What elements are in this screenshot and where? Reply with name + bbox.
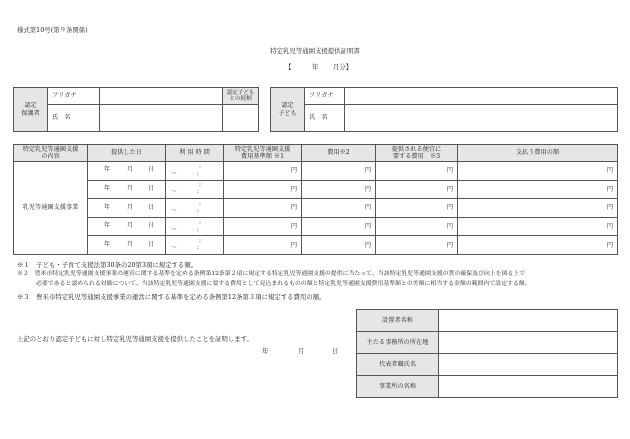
- period-month: 月分】: [333, 63, 353, 71]
- guardian-furigana-field[interactable]: [100, 88, 223, 105]
- guardian-table: [13, 87, 259, 132]
- fee-cell[interactable]: 円: [302, 180, 376, 199]
- cert-month: 月: [298, 347, 305, 355]
- facility-table: [356, 309, 618, 398]
- date-cell[interactable]: 年 月 日: [88, 162, 166, 181]
- installer-label: 設置者名称: [357, 310, 439, 332]
- guardian-label: 認定 保護者: [14, 88, 48, 132]
- std-cost-cell[interactable]: 円: [224, 199, 302, 218]
- office-name-label: 事業所の名称: [357, 376, 439, 398]
- table-row: [14, 217, 618, 236]
- date-cell[interactable]: 年 月 日: [88, 180, 166, 199]
- service-name-cell: 乳児等通園支援事業: [14, 162, 88, 255]
- required-cost-cell[interactable]: 円: [376, 180, 458, 199]
- std-cost-cell[interactable]: 円: [224, 236, 302, 255]
- fee-cell[interactable]: 円: [302, 199, 376, 218]
- header-std-cost: 特定乳児等通園支援 費用基準額 ※1: [224, 145, 302, 162]
- service-table: [13, 144, 618, 255]
- std-cost-cell[interactable]: 円: [224, 162, 302, 181]
- header-content: 特定乳児等通園支援 の内容: [14, 145, 88, 162]
- header-required-cost: 提供される便宜に 要する費用 ※3: [376, 145, 458, 162]
- child-label: 認定 子ども: [271, 88, 305, 132]
- payment-cell[interactable]: 円: [458, 162, 618, 181]
- time-cell[interactable]: : ～ :: [166, 199, 224, 218]
- date-cell[interactable]: 年 月 日: [88, 217, 166, 236]
- fee-cell[interactable]: 円: [302, 217, 376, 236]
- form-number: 様式第10号(第９条関係): [17, 26, 88, 34]
- time-cell[interactable]: : ～ :: [166, 162, 224, 181]
- time-cell[interactable]: : ～ :: [166, 180, 224, 199]
- table-row: [14, 236, 618, 255]
- required-cost-cell[interactable]: 円: [376, 162, 458, 181]
- payment-cell[interactable]: 円: [458, 199, 618, 218]
- payment-cell[interactable]: 円: [458, 236, 618, 255]
- required-cost-cell[interactable]: 円: [376, 199, 458, 218]
- std-cost-cell[interactable]: 円: [224, 217, 302, 236]
- note-1: ※１ 子ども・子育て支援法第30条の20第3項に規定する額。: [17, 261, 198, 269]
- address-field[interactable]: [439, 332, 618, 354]
- relation-field[interactable]: [223, 105, 259, 132]
- child-table: [270, 87, 618, 132]
- relation-label: 認定子ども との続柄: [223, 88, 259, 105]
- std-cost-cell[interactable]: 円: [224, 180, 302, 199]
- guardian-name-label: 氏 名: [48, 105, 100, 132]
- address-label: 主たる事務所の所在地: [357, 332, 439, 354]
- period-year: 年: [312, 63, 319, 71]
- representative-field[interactable]: [439, 354, 618, 376]
- child-name-field[interactable]: [345, 105, 618, 132]
- required-cost-cell[interactable]: 円: [376, 217, 458, 236]
- certify-statement: 上記のとおり認定子どもに対し特定乳児等通園支援を提供したことを証明します。: [17, 335, 253, 343]
- header-date: 提供した日: [88, 145, 166, 162]
- note-3: ※３ 豊米市特定乳児等通園支援事業の運営に関する基準を定める条例第12条第３項に規定する費用の額。: [17, 293, 326, 301]
- fee-cell[interactable]: 円: [302, 236, 376, 255]
- period-open: 【: [285, 63, 292, 71]
- table-row: [14, 180, 618, 199]
- payment-cell[interactable]: 円: [458, 217, 618, 236]
- child-furigana-field[interactable]: [345, 88, 618, 105]
- child-name-label: 氏 名: [305, 105, 345, 132]
- required-cost-cell[interactable]: 円: [376, 236, 458, 255]
- cert-day: 日: [332, 347, 339, 355]
- header-payment: 支払う費用の額: [458, 145, 618, 162]
- header-fee: 費用※2: [302, 145, 376, 162]
- cert-year: 年: [262, 347, 269, 355]
- table-row: [14, 199, 618, 218]
- office-name-field[interactable]: [439, 376, 618, 398]
- representative-label: 代表者職氏名: [357, 354, 439, 376]
- fee-cell[interactable]: 円: [302, 162, 376, 181]
- form-title: 特定乳児等通園支援提供証明書: [270, 47, 360, 55]
- child-furigana-label: フリガナ: [305, 88, 345, 105]
- guardian-name-field[interactable]: [100, 105, 223, 132]
- table-row: [14, 162, 618, 181]
- guardian-furigana-label: フリガナ: [48, 88, 100, 105]
- time-cell[interactable]: : ～ :: [166, 217, 224, 236]
- date-cell[interactable]: 年 月 日: [88, 199, 166, 218]
- installer-field[interactable]: [439, 310, 618, 332]
- note-2-continued: 必要であると認められる対価について、当該特定乳児等通園支援に要する費用として見込まれるものの額と特定乳児等通園支援費用基準額との差額に相当する金額の範囲内で設定する額。: [36, 281, 531, 287]
- payment-cell[interactable]: 円: [458, 180, 618, 199]
- date-cell[interactable]: 年 月 日: [88, 236, 166, 255]
- note-2: ※２ 豊米市特定乳児等通園支援事業の運営に関する基準を定める条例第12条第２項に規定する特定乳児等通園支援の提供に当たって、当該特定乳児等通園支援の質の確保及び向上を図る上で: [17, 271, 526, 277]
- header-time: 利 用 時 間: [166, 145, 224, 162]
- time-cell[interactable]: : ～ :: [166, 236, 224, 255]
